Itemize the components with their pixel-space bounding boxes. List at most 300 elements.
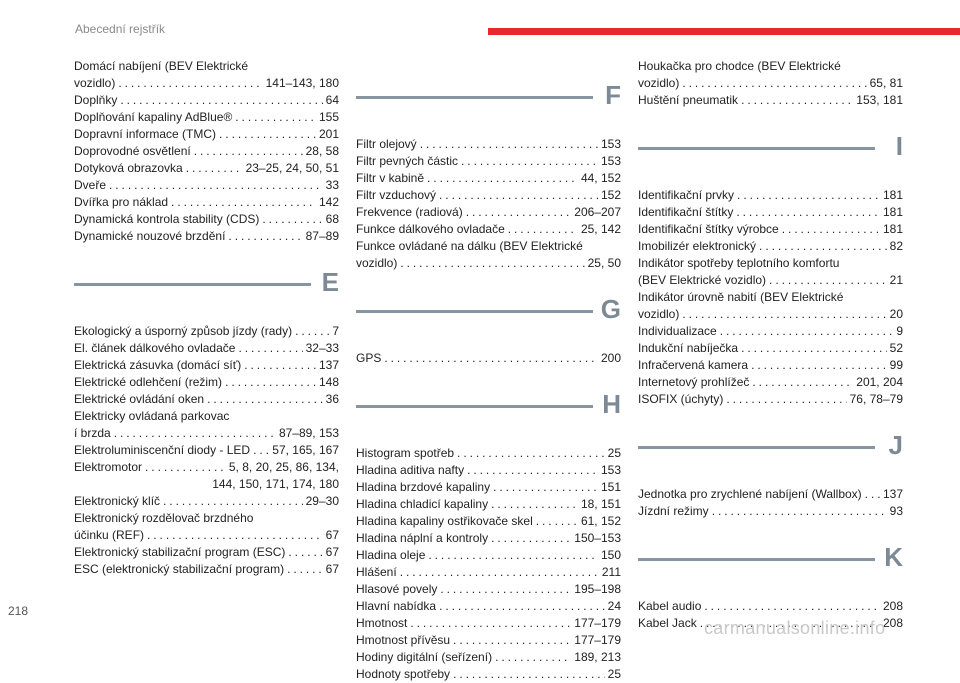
index-entry — [356, 666, 621, 683]
dot-leader — [439, 187, 598, 204]
entry-pages: 151 — [600, 480, 621, 494]
entry-line — [356, 649, 621, 666]
entry-pages: 141–143, 180 — [265, 76, 339, 90]
entry-pages: 211 — [601, 565, 621, 579]
section-letter: G — [600, 294, 621, 324]
entry-term: Doplňky — [74, 93, 118, 107]
section-letter: H — [602, 389, 621, 419]
entry-pages: 177–179 — [574, 633, 621, 647]
dot-leader — [726, 391, 846, 408]
index-entry — [356, 350, 621, 367]
entry-term: El. článek dálkového ovladače — [74, 341, 236, 355]
dot-leader — [741, 340, 887, 357]
entry-line — [356, 547, 621, 564]
entry-line — [74, 357, 339, 374]
entry-term: Hladina chladicí kapaliny — [356, 497, 489, 511]
entry-line — [74, 323, 339, 340]
entry-term: Filtr vzduchový — [356, 188, 437, 202]
entry-term: vozidlo) — [74, 76, 116, 90]
entry-line — [356, 564, 621, 581]
dot-leader — [120, 92, 322, 109]
dot-leader — [118, 75, 262, 92]
entry-pages: 24 — [607, 599, 621, 613]
entry-line — [74, 561, 339, 578]
entry-term: Doprovodné osvětlení — [74, 144, 191, 158]
dot-leader — [400, 255, 584, 272]
entry-line — [356, 350, 621, 367]
section-divider — [356, 310, 593, 313]
entry-pages: 21 — [889, 273, 903, 287]
dot-leader — [428, 547, 598, 564]
dot-leader — [508, 221, 578, 238]
entry-term: Identifikační štítky — [638, 205, 734, 219]
entry-term-line: Elektronický rozdělovač brzdného — [74, 511, 254, 525]
entry-term-line: Domácí nabíjení (BEV Elektrické — [74, 59, 249, 73]
section-letter: K — [884, 542, 903, 572]
dot-leader — [163, 493, 303, 510]
entry-line — [74, 75, 339, 92]
entry-term: Elektrická zásuvka (domácí síť) — [74, 358, 242, 372]
entry-pages: 150 — [600, 548, 621, 562]
entry-line — [74, 211, 339, 228]
index-entry — [74, 160, 339, 177]
index-entry — [74, 177, 339, 194]
entry-pages: 57, 165, 167 — [272, 443, 339, 457]
entry-line — [74, 228, 339, 245]
dot-leader — [225, 374, 316, 391]
index-entry — [638, 323, 903, 340]
entry-line — [638, 374, 903, 391]
dot-leader — [467, 462, 598, 479]
dot-leader — [114, 425, 276, 442]
entry-line — [356, 221, 621, 238]
index-entry — [356, 615, 621, 632]
dot-leader — [228, 228, 302, 245]
dot-leader — [440, 581, 571, 598]
dot-leader — [410, 615, 571, 632]
entry-line — [74, 109, 339, 126]
dot-leader — [736, 204, 880, 221]
entry-term-line: Indikátor úrovně nabití (BEV Elektrické — [638, 290, 844, 304]
entry-pages: 93 — [889, 504, 903, 518]
entry-term: Individualizace — [638, 324, 717, 338]
entry-pages: 99 — [889, 358, 903, 372]
section-divider — [638, 446, 875, 449]
dot-leader — [453, 666, 605, 683]
entry-term: Dveře — [74, 178, 107, 192]
entry-term: Elektronický klíč — [74, 494, 161, 508]
dot-leader — [457, 445, 605, 462]
dot-leader — [235, 109, 316, 126]
page-header-title: Abecední rejstřík — [75, 22, 166, 36]
entry-pages: 29–30 — [305, 494, 339, 508]
entry-term: (BEV Elektrické vozidlo) — [638, 273, 767, 287]
dot-leader — [759, 238, 887, 255]
index-entry — [74, 493, 339, 510]
index-entry — [356, 204, 621, 221]
dot-leader — [427, 170, 578, 187]
entry-pages: 189, 213 — [574, 650, 621, 664]
index-entry — [638, 357, 903, 374]
entry-term: Hmotnost přívěsu — [356, 633, 451, 647]
index-entry — [638, 391, 903, 408]
entry-pages: 153 — [600, 137, 621, 151]
entry-pages: 67 — [325, 562, 339, 576]
index-entry — [74, 459, 339, 493]
dot-leader — [712, 503, 887, 520]
entry-line — [74, 160, 339, 177]
section-letter: I — [895, 131, 903, 161]
index-entry — [356, 445, 621, 462]
entry-term: Jednotka pro zrychlené nabíjení (Wallbox) — [638, 487, 862, 501]
entry-term: Infračervená kamera — [638, 358, 749, 372]
entry-line — [74, 391, 339, 408]
entry-pages: 25 — [607, 667, 621, 681]
entry-term: Doplňování kapaliny AdBlue® — [74, 110, 233, 124]
entry-pages: 152 — [600, 188, 621, 202]
entry-pages: 76, 78–79 — [849, 392, 903, 406]
watermark: carmanualsonline.info — [704, 618, 886, 638]
entry-line — [74, 194, 339, 211]
index-entry — [356, 170, 621, 187]
entry-line — [74, 544, 339, 561]
entry-pages: 18, 151 — [580, 497, 621, 511]
dot-leader — [244, 357, 316, 374]
entry-term: vozidlo) — [356, 256, 398, 270]
entry-pages: 44, 152 — [580, 171, 621, 185]
entry-pages: 142 — [318, 195, 339, 209]
entry-line — [638, 323, 903, 340]
dot-leader — [461, 153, 598, 170]
index-entry — [356, 581, 621, 598]
dot-leader — [207, 391, 323, 408]
index-column-1 — [74, 58, 339, 578]
section-header — [356, 294, 621, 340]
entry-term: Hodiny digitální (seřízení) — [356, 650, 493, 664]
entry-pages: 200 — [600, 351, 621, 365]
dot-leader — [493, 479, 598, 496]
entry-line — [356, 170, 621, 187]
entry-pages: 181 — [882, 222, 903, 236]
entry-term: Dvířka pro náklad — [74, 195, 169, 209]
section-divider — [638, 558, 875, 561]
entry-term: GPS — [356, 351, 382, 365]
entry-line — [638, 503, 903, 520]
section-header — [74, 267, 339, 313]
entry-pages: 23–25, 24, 50, 51 — [245, 161, 339, 175]
dot-leader — [287, 561, 323, 578]
dot-leader — [253, 442, 269, 459]
index-entry — [638, 58, 903, 92]
entry-line — [356, 581, 621, 598]
index-entry — [638, 598, 903, 615]
index-entry — [638, 92, 903, 109]
entry-pages: 33 — [325, 178, 339, 192]
entry-pages: 5, 8, 20, 25, 86, 134, — [228, 460, 339, 474]
section-divider — [356, 405, 593, 408]
dot-leader — [752, 374, 853, 391]
entry-pages: 153 — [600, 154, 621, 168]
entry-line — [638, 92, 903, 109]
entry-term: Identifikační štítky výrobce — [638, 222, 779, 236]
dot-leader — [147, 527, 323, 544]
dot-leader — [171, 194, 316, 211]
entry-term-line: Elektricky ovládaná parkovac — [74, 409, 230, 423]
dot-leader — [288, 544, 322, 561]
entry-pages: 68 — [325, 212, 339, 226]
index-entry — [74, 510, 339, 544]
entry-line — [638, 272, 903, 289]
entry-pages: 148 — [318, 375, 339, 389]
entry-term: Elektroluminiscenční diody - LED — [74, 443, 251, 457]
dot-leader — [384, 350, 598, 367]
dot-leader — [495, 649, 571, 666]
dot-leader — [782, 221, 880, 238]
entry-line — [74, 374, 339, 391]
entry-line — [74, 425, 339, 442]
section-letter: J — [888, 430, 903, 460]
dot-leader — [453, 632, 571, 649]
entry-pages: 155 — [318, 110, 339, 124]
entry-term: Huštění pneumatik — [638, 93, 739, 107]
entry-pages: 7 — [332, 324, 339, 338]
entry-line — [356, 445, 621, 462]
entry-line — [638, 221, 903, 238]
index-entry — [638, 238, 903, 255]
entry-pages: 181 — [882, 188, 903, 202]
entry-pages: 150–153 — [574, 531, 621, 545]
entry-line — [638, 340, 903, 357]
index-entry — [638, 486, 903, 503]
index-entry — [74, 194, 339, 211]
entry-pages: 25 — [607, 446, 621, 460]
entry-term: Hlasové povely — [356, 582, 438, 596]
index-entry — [356, 136, 621, 153]
index-entry — [74, 58, 339, 92]
entry-pages: 32–33 — [305, 341, 339, 355]
entry-term: Identifikační prvky — [638, 188, 735, 202]
entry-line — [74, 143, 339, 160]
dot-leader — [420, 136, 598, 153]
index-entry — [638, 289, 903, 323]
entry-term: Funkce dálkového ovladače — [356, 222, 505, 236]
entry-line — [356, 204, 621, 221]
index-entry — [356, 479, 621, 496]
entry-line — [356, 530, 621, 547]
entry-term: Dopravní informace (TMC) — [74, 127, 217, 141]
page-number: 218 — [8, 604, 29, 618]
entry-term: Filtr v kabině — [356, 171, 425, 185]
entry-term: vozidlo) — [638, 76, 680, 90]
entry-pages: 52 — [889, 341, 903, 355]
entry-term: Filtr pevných částic — [356, 154, 459, 168]
dot-leader — [186, 160, 243, 177]
entry-term: účinku (REF) — [74, 528, 145, 542]
index-entry — [638, 221, 903, 238]
dot-leader — [865, 486, 880, 503]
entry-line — [74, 442, 339, 459]
section-letter: F — [605, 80, 621, 110]
index-entry — [74, 442, 339, 459]
entry-pages: 82 — [889, 239, 903, 253]
section-divider — [356, 96, 593, 99]
entry-line — [638, 187, 903, 204]
entry-term: Hladina náplní a kontroly — [356, 531, 489, 545]
entry-pages: 28, 58 — [305, 144, 339, 158]
entry-line — [356, 255, 621, 272]
entry-term: Elektromotor — [74, 460, 143, 474]
section-header — [638, 542, 903, 588]
entry-term: Imobilizér elektronický — [638, 239, 757, 253]
index-entry — [356, 221, 621, 238]
index-entry — [356, 238, 621, 272]
entry-line — [356, 598, 621, 615]
entry-term: Ekologický a úsporný způsob jízdy (rady) — [74, 324, 293, 338]
entry-term: Hladina aditiva nafty — [356, 463, 465, 477]
entry-line — [638, 598, 903, 615]
entry-pages: 61, 152 — [580, 514, 621, 528]
entry-term: vozidlo) — [638, 307, 680, 321]
index-entry — [638, 187, 903, 204]
entry-pages: 25, 50 — [587, 256, 621, 270]
entry-line — [356, 632, 621, 649]
entry-term-line: Funkce ovládané na dálku (BEV Elektrické — [356, 239, 583, 253]
header-accent-bar — [488, 28, 960, 35]
entry-pages: 201, 204 — [856, 375, 903, 389]
index-entry — [74, 340, 339, 357]
entry-line — [638, 75, 903, 92]
index-entry — [638, 255, 903, 289]
entry-pages: 67 — [325, 528, 339, 542]
dot-leader — [737, 187, 880, 204]
dot-leader — [720, 323, 894, 340]
entry-term: Filtr olejový — [356, 137, 417, 151]
index-entry — [356, 649, 621, 666]
entry-term: Dynamická kontrola stability (CDS) — [74, 212, 260, 226]
dot-leader — [219, 126, 316, 143]
entry-line — [356, 136, 621, 153]
index-entry — [638, 204, 903, 221]
entry-line — [356, 479, 621, 496]
entry-term: Hmotnost — [356, 616, 408, 630]
index-entry — [638, 503, 903, 520]
section-letter: E — [321, 267, 339, 297]
entry-term-line: Houkačka pro chodce (BEV Elektrické — [638, 59, 841, 73]
entry-term: Hladina brzdové kapaliny — [356, 480, 491, 494]
entry-term: Hlášení — [356, 565, 397, 579]
entry-pages: 65, 81 — [869, 76, 903, 90]
entry-term: í brzda — [74, 426, 111, 440]
entry-line — [74, 527, 339, 544]
entry-pages: 153, 181 — [856, 93, 903, 107]
entry-line — [638, 204, 903, 221]
entry-line — [356, 462, 621, 479]
index-entry — [74, 92, 339, 109]
entry-term: ISOFIX (úchyty) — [638, 392, 724, 406]
index-column-2 — [356, 58, 621, 683]
entry-pages: 177–179 — [574, 616, 621, 630]
entry-term: Hlavní nabídka — [356, 599, 437, 613]
index-entry — [74, 544, 339, 561]
entry-line — [74, 177, 339, 194]
index-entry — [74, 228, 339, 245]
index-entry — [356, 153, 621, 170]
entry-line — [356, 666, 621, 683]
entry-pages: 87–89, 153 — [278, 426, 339, 440]
entry-term: Dotyková obrazovka — [74, 161, 183, 175]
entry-line — [356, 496, 621, 513]
entry-line — [638, 238, 903, 255]
dot-leader — [704, 598, 880, 615]
entry-term: Internetový prohlížeč — [638, 375, 750, 389]
index-entry — [638, 340, 903, 357]
index-entry — [356, 632, 621, 649]
dot-leader — [682, 75, 866, 92]
entry-pages-continued: 144, 150, 171, 174, 180 — [212, 477, 339, 491]
dot-leader — [262, 211, 322, 228]
entry-line — [74, 92, 339, 109]
dot-leader — [109, 177, 323, 194]
section-header — [356, 80, 621, 126]
section-header — [638, 430, 903, 476]
entry-pages: 87–89 — [305, 229, 339, 243]
index-entry — [74, 126, 339, 143]
entry-term: Jízdní režimy — [638, 504, 709, 518]
entry-pages: 9 — [896, 324, 903, 338]
index-entry — [356, 462, 621, 479]
index-entry — [356, 513, 621, 530]
index-entry — [74, 561, 339, 578]
entry-pages: 67 — [325, 545, 339, 559]
entry-line — [638, 357, 903, 374]
index-entry — [356, 496, 621, 513]
dot-leader — [491, 496, 578, 513]
index-entry — [356, 547, 621, 564]
entry-term: Elektronický stabilizační program (ESC) — [74, 545, 286, 559]
entry-term: Hladina kapaliny ostřikovače skel — [356, 514, 533, 528]
entry-line — [74, 126, 339, 143]
entry-line — [356, 615, 621, 632]
dot-leader — [194, 143, 303, 160]
index-entry — [74, 391, 339, 408]
entry-line — [638, 306, 903, 323]
entry-line — [638, 486, 903, 503]
entry-line — [74, 459, 339, 476]
index-entry — [74, 109, 339, 126]
entry-line — [74, 493, 339, 510]
dot-leader — [400, 564, 599, 581]
entry-pages: 137 — [318, 358, 339, 372]
dot-leader — [439, 598, 605, 615]
dot-leader — [769, 272, 887, 289]
section-divider — [638, 147, 875, 150]
entry-pages: 153 — [600, 463, 621, 477]
entry-term: Kabel audio — [638, 599, 702, 613]
index-entry — [74, 143, 339, 160]
index-entry — [74, 323, 339, 340]
entry-term: Indukční nabíječka — [638, 341, 739, 355]
dot-leader — [238, 340, 302, 357]
entry-pages: 206–207 — [574, 205, 621, 219]
dot-leader — [682, 306, 886, 323]
entry-term: ESC (elektronický stabilizační program) — [74, 562, 285, 576]
entry-term: Elektrické odlehčení (režim) — [74, 375, 223, 389]
section-header — [638, 131, 903, 177]
entry-term: Dynamické nouzové brzdění — [74, 229, 226, 243]
entry-pages: 137 — [882, 487, 903, 501]
index-entry — [638, 374, 903, 391]
entry-term: Histogram spotřeb — [356, 446, 455, 460]
